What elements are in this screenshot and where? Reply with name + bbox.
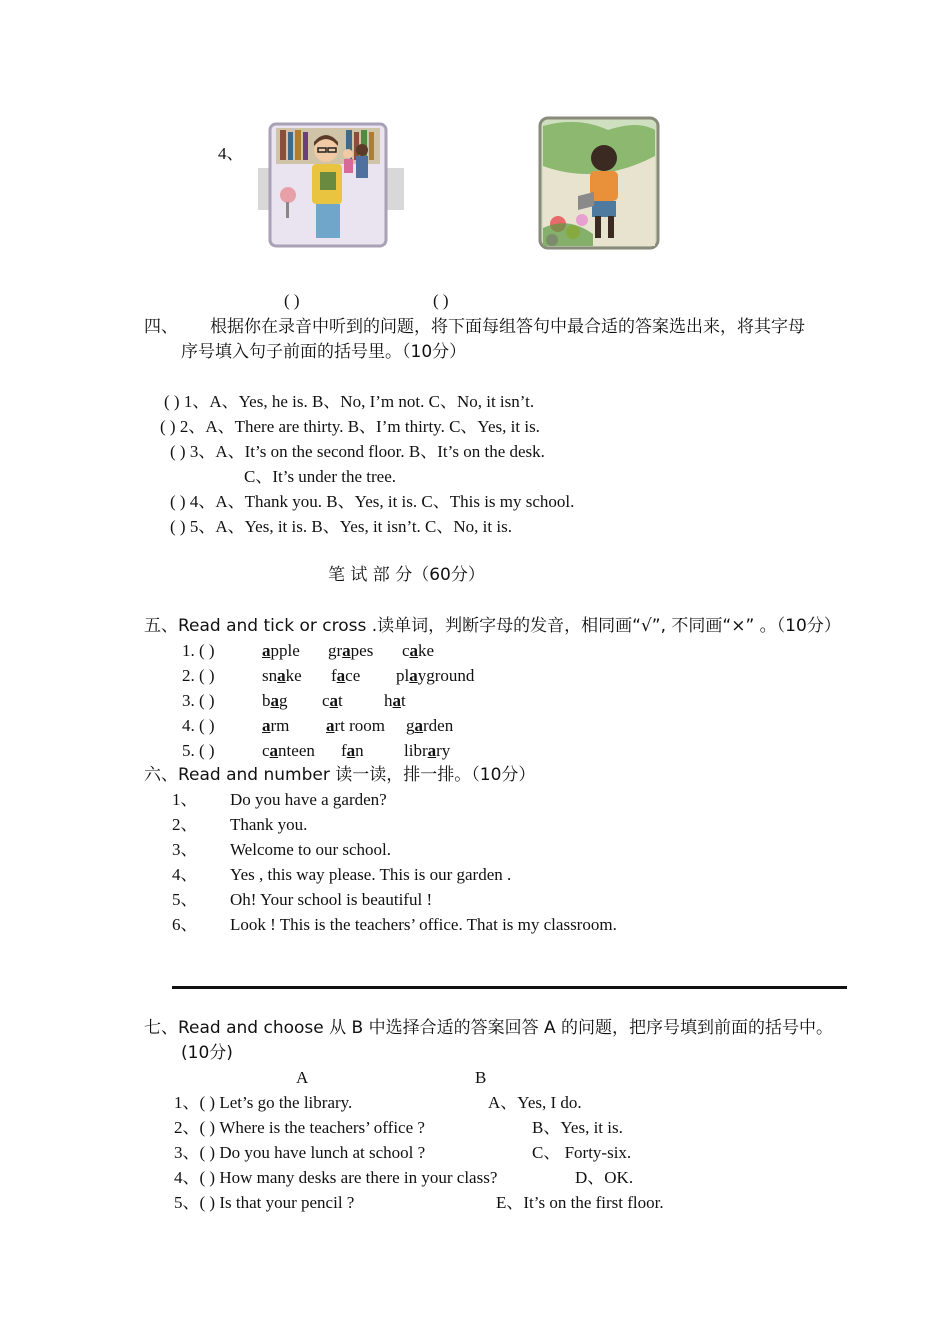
section7-heading-line2: (10分) <box>181 1043 233 1063</box>
kid-shirt <box>590 171 618 201</box>
section7-answer-option: D、OK. <box>575 1168 634 1187</box>
section7-question: 1、( ) Let’s go the library. <box>174 1093 353 1112</box>
section5-row-number: 1. ( ) <box>182 641 215 660</box>
section6-item-text: Welcome to our school. <box>230 840 392 859</box>
word-suffix: ce <box>345 666 361 685</box>
section6-item-text: Yes , this way please. This is our garden . <box>230 865 512 884</box>
section7-answer-option: B、Yes, it is. <box>532 1118 623 1137</box>
section7-col-b: B <box>475 1068 487 1087</box>
section4-item-5: ( ) 5、A、Yes, it is. B、Yes, it isn’t. C、No, it is. <box>170 517 512 536</box>
word-suffix: g <box>279 691 288 710</box>
section5-row-number: 5. ( ) <box>182 741 215 760</box>
section5-row-number: 2. ( ) <box>182 666 215 685</box>
word-suffix: rt room <box>334 716 386 735</box>
section4-item-3-cont: C、It’s under the tree. <box>244 467 397 486</box>
section6-item-number: 2、 <box>172 815 198 834</box>
section5-word-2 <box>322 690 343 712</box>
word-prefix: f <box>341 741 347 760</box>
written-part-title: 笔 试 部 分（60分） <box>328 565 485 585</box>
section5-word-3 <box>406 715 453 737</box>
underlined-letter: a <box>427 741 437 760</box>
section5-word-2 <box>328 640 373 662</box>
section5-row-number: 3. ( ) <box>182 691 215 710</box>
section5-word-1 <box>262 665 302 687</box>
underlined-letter: a <box>346 741 356 760</box>
section4-item-4: ( ) 4、A、Thank you. B、Yes, it is. C、This is my school. <box>170 492 575 511</box>
section5-word-2 <box>341 740 364 762</box>
section4-item-1: ( ) 1、A、Yes, he is. B、No, I’m not. C、No, it isn’t. <box>164 392 535 411</box>
section5-heading: 五、Read and tick or cross .读单词，判断字母的发音，相同画“√”, 不同画“×” 。（10分） <box>144 616 841 636</box>
answer-paren-1[interactable]: ( ) <box>284 291 300 310</box>
section5-word-3 <box>396 665 474 687</box>
section5-word-1 <box>262 715 289 737</box>
q3-item4-number: 4、 <box>218 144 244 163</box>
section5-row-number: 4. ( ) <box>182 716 215 735</box>
section5-word-2 <box>331 665 360 687</box>
section4-heading-line2: 序号填入句子前面的括号里。（10分） <box>181 342 467 362</box>
flower <box>576 214 588 226</box>
kid-shorts <box>592 201 616 217</box>
word-prefix: h <box>384 691 393 710</box>
word-suffix: n <box>355 741 364 760</box>
section7-question: 5、( ) Is that your pencil ? <box>174 1193 355 1212</box>
answer-paren-2[interactable]: ( ) <box>433 291 449 310</box>
section7-question: 3、( ) Do you have lunch at school ? <box>174 1143 426 1162</box>
word-prefix: g <box>406 716 415 735</box>
word-suffix: nteen <box>278 741 315 760</box>
word-suffix: ry <box>436 741 451 760</box>
section7-heading-line1: 七、Read and choose 从 B 中选择合适的答案回答 A 的问题，把序号填到前面的括号中。 <box>144 1018 834 1038</box>
word-prefix: b <box>262 691 271 710</box>
underlined-letter: a <box>277 666 286 685</box>
underlined-letter: a <box>329 691 339 710</box>
section6-item-text: Thank you. <box>230 815 308 834</box>
section6-item-text: Do you have a garden? <box>230 790 387 809</box>
section7-question: 4、( ) How many desks are there in your class? <box>174 1168 498 1187</box>
section6-item-number: 1、 <box>172 790 198 809</box>
library-girl-picture <box>258 120 406 250</box>
underlined-letter: a <box>409 666 418 685</box>
section5-word-3 <box>384 690 406 712</box>
section6-item-number: 6、 <box>172 915 198 934</box>
section6-item-text: Oh! Your school is beautiful ! <box>230 890 433 909</box>
word-prefix: sn <box>262 666 278 685</box>
word-prefix: c <box>402 641 410 660</box>
watering-flowers-picture <box>538 116 660 250</box>
section7-answer-option: A、Yes, I do. <box>488 1093 582 1112</box>
stool-seat <box>280 187 296 203</box>
word-suffix: ke <box>418 641 435 660</box>
section5-word-1 <box>262 690 288 712</box>
underlined-letter: a <box>392 691 401 710</box>
section4-item-2: ( ) 2、A、There are thirty. B、I’m thirty. C、Yes, it is. <box>160 417 540 436</box>
section7-answer-option: E、It’s on the first floor. <box>496 1193 664 1212</box>
underlined-letter: a <box>414 716 423 735</box>
section7-answer-option: C、 Forty-six. <box>532 1143 632 1162</box>
section6-item-number: 5、 <box>172 890 198 909</box>
books-held <box>320 172 336 190</box>
section5-word-1 <box>262 640 300 662</box>
section4-item-3: ( ) 3、A、It’s on the second floor. B、It’s on the desk. <box>170 442 545 461</box>
underlined-letter: a <box>270 691 279 710</box>
kid-head <box>591 145 617 171</box>
word-suffix: t <box>338 691 343 710</box>
section5-word-1 <box>262 740 315 762</box>
section6-item-number: 3、 <box>172 840 198 859</box>
section6-item-text: Look ! This is the teachers’ office. That is my classroom. <box>230 915 617 934</box>
girl-pants <box>316 204 340 238</box>
underlined-letter: a <box>342 641 351 660</box>
section5-word-2 <box>326 715 385 737</box>
word-suffix: pple <box>270 641 300 660</box>
section7-col-a: A <box>296 1068 309 1087</box>
underlined-letter: a <box>262 716 271 735</box>
section6-heading: 六、Read and number 读一读，排一排。（10分） <box>144 765 536 785</box>
underlined-letter: a <box>336 666 346 685</box>
underlined-letter: a <box>326 716 335 735</box>
word-suffix: t <box>401 691 406 710</box>
word-prefix: pl <box>396 666 410 685</box>
underlined-letter: a <box>409 641 419 660</box>
word-suffix: ke <box>285 666 302 685</box>
word-suffix: yground <box>417 666 475 685</box>
word-prefix: c <box>262 741 270 760</box>
section5-word-3 <box>402 640 434 662</box>
word-prefix: c <box>322 691 330 710</box>
word-suffix: rden <box>423 716 454 735</box>
word-prefix: f <box>331 666 337 685</box>
section6-item-number: 4、 <box>172 865 198 884</box>
word-prefix: gr <box>328 641 343 660</box>
word-suffix: rm <box>270 716 290 735</box>
section4-heading-line1: 根据你在录音中听到的问题，将下面每组答句中最合适的答案选出来，将其字母 <box>210 317 805 337</box>
boy-background <box>356 156 368 178</box>
section5-word-3 <box>404 740 450 762</box>
word-prefix: libr <box>404 741 428 760</box>
section7-question: 2、( ) Where is the teachers’ office ? <box>174 1118 425 1137</box>
answer-line <box>172 986 847 989</box>
section4-number: 四、 <box>144 317 178 337</box>
underlined-letter: a <box>269 741 279 760</box>
word-suffix: pes <box>350 641 374 660</box>
underlined-letter: a <box>262 641 271 660</box>
